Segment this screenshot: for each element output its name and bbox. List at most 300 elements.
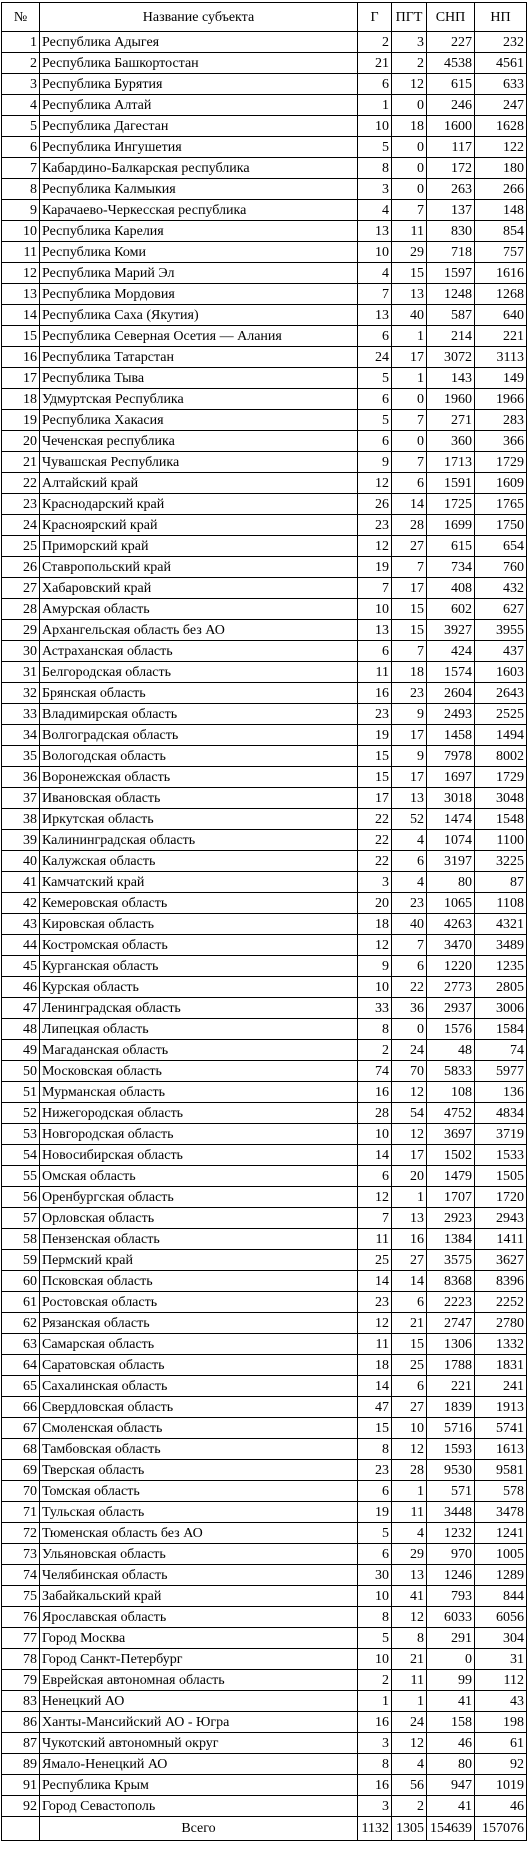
- cell-np: 5977: [475, 1061, 527, 1082]
- subject-name: Вологодская область: [40, 746, 358, 767]
- table-row: [2, 1502, 527, 1523]
- cell-snp: 2747: [427, 1313, 475, 1334]
- cell-pgt: 24: [392, 1712, 427, 1733]
- row-number: 65: [2, 1376, 40, 1397]
- subject-name: Брянская область: [40, 683, 358, 704]
- cell-pgt: 7: [392, 935, 427, 956]
- subject-name: Тульская область: [40, 1502, 358, 1523]
- cell-pgt: 16: [392, 1229, 427, 1250]
- cell-np: 2943: [475, 1208, 527, 1229]
- cell-g: 9: [358, 452, 392, 473]
- subject-name: Ленинградская область: [40, 998, 358, 1019]
- cell-g: 6: [358, 641, 392, 662]
- table-row: [2, 1481, 527, 1502]
- cell-np: 46: [475, 1796, 527, 1817]
- cell-snp: 1697: [427, 767, 475, 788]
- subject-name: Новгородская область: [40, 1124, 358, 1145]
- row-number: 29: [2, 620, 40, 641]
- subject-name: Самарская область: [40, 1334, 358, 1355]
- subject-name: Чукотский автономный округ: [40, 1733, 358, 1754]
- cell-pgt: 0: [392, 137, 427, 158]
- subject-name: Псковская область: [40, 1271, 358, 1292]
- cell-snp: 830: [427, 221, 475, 242]
- cell-snp: 1593: [427, 1439, 475, 1460]
- cell-np: 3006: [475, 998, 527, 1019]
- cell-pgt: 3: [392, 32, 427, 53]
- row-number: 62: [2, 1313, 40, 1334]
- cell-g: 15: [358, 767, 392, 788]
- cell-np: 241: [475, 1376, 527, 1397]
- subject-name: Ставропольский край: [40, 557, 358, 578]
- table-row: [2, 977, 527, 998]
- row-number: 45: [2, 956, 40, 977]
- cell-g: 19: [358, 1502, 392, 1523]
- table-row: [2, 1124, 527, 1145]
- table-row: [2, 347, 527, 368]
- cell-pgt: 12: [392, 1733, 427, 1754]
- row-number: 16: [2, 347, 40, 368]
- subject-name: Республика Татарстан: [40, 347, 358, 368]
- cell-pgt: 28: [392, 515, 427, 536]
- subject-name: Республика Алтай: [40, 95, 358, 116]
- cell-pgt: 25: [392, 1355, 427, 1376]
- cell-g: 16: [358, 1082, 392, 1103]
- cell-g: 7: [358, 578, 392, 599]
- table-row: [2, 1376, 527, 1397]
- row-number: 36: [2, 767, 40, 788]
- cell-np: 432: [475, 578, 527, 599]
- cell-pgt: 17: [392, 1145, 427, 1166]
- cell-pgt: 12: [392, 1082, 427, 1103]
- subject-name: Челябинская область: [40, 1565, 358, 1586]
- table-row: [2, 1040, 527, 1061]
- table-row: [2, 431, 527, 452]
- subject-name: Тюменская область без АО: [40, 1523, 358, 1544]
- cell-g: 22: [358, 851, 392, 872]
- subject-name: Республика Ингушетия: [40, 137, 358, 158]
- cell-np: 31: [475, 1649, 527, 1670]
- cell-pgt: 70: [392, 1061, 427, 1082]
- cell-snp: 246: [427, 95, 475, 116]
- cell-pgt: 6: [392, 956, 427, 977]
- cell-np: 1609: [475, 473, 527, 494]
- subject-name: Магаданская область: [40, 1040, 358, 1061]
- row-number: 78: [2, 1649, 40, 1670]
- cell-g: 10: [358, 599, 392, 620]
- cell-pgt: 2: [392, 1796, 427, 1817]
- table-row: [2, 221, 527, 242]
- subject-name: Удмуртская Республика: [40, 389, 358, 410]
- cell-g: 5: [358, 137, 392, 158]
- row-number: 17: [2, 368, 40, 389]
- cell-snp: 615: [427, 74, 475, 95]
- table-row: [2, 1355, 527, 1376]
- cell-g: 12: [358, 1313, 392, 1334]
- cell-pgt: 13: [392, 1565, 427, 1586]
- cell-snp: 1384: [427, 1229, 475, 1250]
- cell-np: 1720: [475, 1187, 527, 1208]
- cell-np: 3489: [475, 935, 527, 956]
- cell-pgt: 40: [392, 914, 427, 935]
- cell-snp: 1232: [427, 1523, 475, 1544]
- table-row: [2, 746, 527, 767]
- table-row: [2, 326, 527, 347]
- cell-np: 3225: [475, 851, 527, 872]
- cell-np: 74: [475, 1040, 527, 1061]
- table-row: [2, 179, 527, 200]
- cell-g: 7: [358, 284, 392, 305]
- row-number: 2: [2, 53, 40, 74]
- row-number: 30: [2, 641, 40, 662]
- cell-snp: 172: [427, 158, 475, 179]
- cell-g: 23: [358, 515, 392, 536]
- header-np: НП: [475, 3, 527, 32]
- row-number: 32: [2, 683, 40, 704]
- row-number: 26: [2, 557, 40, 578]
- row-number: 55: [2, 1166, 40, 1187]
- subject-name: Кабардино-Балкарская республика: [40, 158, 358, 179]
- cell-g: 10: [358, 242, 392, 263]
- cell-pgt: 21: [392, 1649, 427, 1670]
- cell-pgt: 24: [392, 1040, 427, 1061]
- subject-name: Пензенская область: [40, 1229, 358, 1250]
- subject-name: Калининградская область: [40, 830, 358, 851]
- cell-snp: 3697: [427, 1124, 475, 1145]
- row-number: 68: [2, 1439, 40, 1460]
- table-row: [2, 1460, 527, 1481]
- cell-g: 8: [358, 1607, 392, 1628]
- cell-snp: 1474: [427, 809, 475, 830]
- cell-pgt: 52: [392, 809, 427, 830]
- table-row: [2, 1586, 527, 1607]
- cell-g: 16: [358, 1775, 392, 1796]
- cell-g: 3: [358, 872, 392, 893]
- table-row: [2, 998, 527, 1019]
- cell-snp: 1248: [427, 284, 475, 305]
- cell-snp: 3072: [427, 347, 475, 368]
- table-row: [2, 578, 527, 599]
- cell-g: 26: [358, 494, 392, 515]
- subject-name: Амурская область: [40, 599, 358, 620]
- cell-np: 1108: [475, 893, 527, 914]
- table-row: [2, 368, 527, 389]
- cell-g: 1: [358, 95, 392, 116]
- cell-snp: 1306: [427, 1334, 475, 1355]
- subject-name: Ростовская область: [40, 1292, 358, 1313]
- cell-g: 2: [358, 1040, 392, 1061]
- cell-pgt: 7: [392, 200, 427, 221]
- cell-np: 1411: [475, 1229, 527, 1250]
- table-row: [2, 662, 527, 683]
- cell-g: 3: [358, 1796, 392, 1817]
- cell-pgt: 54: [392, 1103, 427, 1124]
- table-row: [2, 1103, 527, 1124]
- header-pgt: ПГТ: [392, 3, 427, 32]
- cell-pgt: 12: [392, 1124, 427, 1145]
- table-row: [2, 767, 527, 788]
- row-number: 23: [2, 494, 40, 515]
- cell-snp: 1458: [427, 725, 475, 746]
- cell-pgt: 7: [392, 641, 427, 662]
- cell-snp: 793: [427, 1586, 475, 1607]
- cell-np: 1019: [475, 1775, 527, 1796]
- row-number: 19: [2, 410, 40, 431]
- cell-np: 92: [475, 1754, 527, 1775]
- row-number: 87: [2, 1733, 40, 1754]
- cell-snp: 408: [427, 578, 475, 599]
- cell-g: 21: [358, 53, 392, 74]
- table-row: [2, 1544, 527, 1565]
- table-body: [2, 32, 527, 1817]
- row-number: 49: [2, 1040, 40, 1061]
- cell-np: 149: [475, 368, 527, 389]
- cell-pgt: 1: [392, 1187, 427, 1208]
- row-number: 67: [2, 1418, 40, 1439]
- table-row: [2, 830, 527, 851]
- cell-snp: 4538: [427, 53, 475, 74]
- cell-snp: 1707: [427, 1187, 475, 1208]
- cell-g: 4: [358, 200, 392, 221]
- row-number: 50: [2, 1061, 40, 1082]
- table-row: [2, 305, 527, 326]
- table-row: [2, 1754, 527, 1775]
- cell-g: 12: [358, 1187, 392, 1208]
- total-pgt: 1305: [392, 1817, 427, 1841]
- cell-np: 640: [475, 305, 527, 326]
- table-row: [2, 1208, 527, 1229]
- cell-g: 11: [358, 662, 392, 683]
- cell-np: 437: [475, 641, 527, 662]
- subject-name: Республика Мордовия: [40, 284, 358, 305]
- cell-np: 221: [475, 326, 527, 347]
- subject-name: Республика Бурятия: [40, 74, 358, 95]
- subject-name: Ненецкий АО: [40, 1691, 358, 1712]
- table-row: [2, 1796, 527, 1817]
- cell-g: 28: [358, 1103, 392, 1124]
- cell-np: 2252: [475, 1292, 527, 1313]
- row-number: 60: [2, 1271, 40, 1292]
- cell-pgt: 28: [392, 1460, 427, 1481]
- cell-g: 16: [358, 1712, 392, 1733]
- cell-pgt: 1: [392, 368, 427, 389]
- cell-pgt: 27: [392, 1250, 427, 1271]
- cell-np: 1005: [475, 1544, 527, 1565]
- subject-name: Ярославская область: [40, 1607, 358, 1628]
- cell-np: 627: [475, 599, 527, 620]
- row-number: 12: [2, 263, 40, 284]
- cell-np: 3627: [475, 1250, 527, 1271]
- subject-name: Республика Калмыкия: [40, 179, 358, 200]
- cell-pgt: 7: [392, 557, 427, 578]
- cell-pgt: 17: [392, 725, 427, 746]
- row-number: 86: [2, 1712, 40, 1733]
- row-number: 33: [2, 704, 40, 725]
- cell-np: 5741: [475, 1418, 527, 1439]
- subject-name: Республика Марий Эл: [40, 263, 358, 284]
- subject-name: Город Санкт-Петербург: [40, 1649, 358, 1670]
- cell-pgt: 7: [392, 410, 427, 431]
- cell-g: 17: [358, 788, 392, 809]
- cell-np: 1332: [475, 1334, 527, 1355]
- cell-pgt: 27: [392, 1397, 427, 1418]
- subject-name: Забайкальский край: [40, 1586, 358, 1607]
- cell-pgt: 23: [392, 683, 427, 704]
- cell-np: 3719: [475, 1124, 527, 1145]
- cell-g: 16: [358, 683, 392, 704]
- cell-snp: 80: [427, 872, 475, 893]
- row-number: 27: [2, 578, 40, 599]
- row-number: 44: [2, 935, 40, 956]
- cell-snp: 3927: [427, 620, 475, 641]
- cell-snp: 143: [427, 368, 475, 389]
- subject-name: Республика Крым: [40, 1775, 358, 1796]
- cell-g: 5: [358, 368, 392, 389]
- cell-snp: 9530: [427, 1460, 475, 1481]
- cell-snp: 587: [427, 305, 475, 326]
- row-number: 63: [2, 1334, 40, 1355]
- row-number: 54: [2, 1145, 40, 1166]
- cell-g: 12: [358, 935, 392, 956]
- cell-np: 8396: [475, 1271, 527, 1292]
- cell-pgt: 4: [392, 830, 427, 851]
- cell-snp: 46: [427, 1733, 475, 1754]
- table-row: [2, 1439, 527, 1460]
- cell-np: 4834: [475, 1103, 527, 1124]
- cell-g: 2: [358, 32, 392, 53]
- subject-name: Город Москва: [40, 1628, 358, 1649]
- cell-g: 6: [358, 1481, 392, 1502]
- cell-g: 10: [358, 1124, 392, 1145]
- table-row: [2, 725, 527, 746]
- table-row: [2, 1565, 527, 1586]
- row-number: 64: [2, 1355, 40, 1376]
- table-row: [2, 1418, 527, 1439]
- subject-name: Сахалинская область: [40, 1376, 358, 1397]
- total-number-cell: [2, 1817, 40, 1841]
- cell-np: 148: [475, 200, 527, 221]
- cell-pgt: 29: [392, 242, 427, 263]
- cell-snp: 1788: [427, 1355, 475, 1376]
- table-row: [2, 1082, 527, 1103]
- table-row: [2, 788, 527, 809]
- cell-g: 6: [358, 431, 392, 452]
- table-row: [2, 515, 527, 536]
- row-number: 39: [2, 830, 40, 851]
- row-number: 9: [2, 200, 40, 221]
- table-row: [2, 683, 527, 704]
- cell-snp: 1074: [427, 830, 475, 851]
- table-row: [2, 1691, 527, 1712]
- row-number: 13: [2, 284, 40, 305]
- subject-name: Астраханская область: [40, 641, 358, 662]
- subject-name: Кировская область: [40, 914, 358, 935]
- subject-name: Чувашская Республика: [40, 452, 358, 473]
- cell-g: 14: [358, 1271, 392, 1292]
- cell-g: 12: [358, 536, 392, 557]
- cell-snp: 1479: [427, 1166, 475, 1187]
- row-number: 20: [2, 431, 40, 452]
- subject-name: Рязанская область: [40, 1313, 358, 1334]
- cell-snp: 227: [427, 32, 475, 53]
- cell-g: 14: [358, 1376, 392, 1397]
- table-row: [2, 1670, 527, 1691]
- cell-snp: 424: [427, 641, 475, 662]
- cell-pgt: 40: [392, 305, 427, 326]
- cell-pgt: 2: [392, 53, 427, 74]
- subject-name: Липецкая область: [40, 1019, 358, 1040]
- cell-pgt: 12: [392, 1607, 427, 1628]
- cell-pgt: 6: [392, 1376, 427, 1397]
- cell-np: 266: [475, 179, 527, 200]
- table-row: [2, 410, 527, 431]
- total-label: Всего: [40, 1817, 358, 1841]
- cell-g: 12: [358, 473, 392, 494]
- cell-np: 366: [475, 431, 527, 452]
- cell-pgt: 18: [392, 662, 427, 683]
- cell-np: 136: [475, 1082, 527, 1103]
- cell-pgt: 11: [392, 1502, 427, 1523]
- cell-g: 24: [358, 347, 392, 368]
- cell-np: 4561: [475, 53, 527, 74]
- subject-name: Курганская область: [40, 956, 358, 977]
- cell-g: 11: [358, 1334, 392, 1355]
- subject-name: Новосибирская область: [40, 1145, 358, 1166]
- row-number: 71: [2, 1502, 40, 1523]
- subject-name: Владимирская область: [40, 704, 358, 725]
- table-row: [2, 200, 527, 221]
- subject-name: Республика Хакасия: [40, 410, 358, 431]
- table-row: [2, 536, 527, 557]
- cell-snp: 0: [427, 1649, 475, 1670]
- table-row: [2, 284, 527, 305]
- cell-np: 1913: [475, 1397, 527, 1418]
- header-row: [2, 3, 527, 32]
- cell-snp: 360: [427, 431, 475, 452]
- cell-g: 8: [358, 1019, 392, 1040]
- cell-snp: 1960: [427, 389, 475, 410]
- table-row: [2, 263, 527, 284]
- cell-np: 180: [475, 158, 527, 179]
- cell-snp: 615: [427, 536, 475, 557]
- row-number: 59: [2, 1250, 40, 1271]
- subject-name: Камчатский край: [40, 872, 358, 893]
- cell-snp: 263: [427, 179, 475, 200]
- table-row: [2, 1061, 527, 1082]
- cell-g: 13: [358, 305, 392, 326]
- cell-snp: 2923: [427, 1208, 475, 1229]
- table-row: [2, 956, 527, 977]
- cell-pgt: 22: [392, 977, 427, 998]
- cell-pgt: 9: [392, 704, 427, 725]
- cell-snp: 99: [427, 1670, 475, 1691]
- header-subject-name: Название субъекта: [40, 3, 358, 32]
- table-row: [2, 452, 527, 473]
- cell-g: 4: [358, 263, 392, 284]
- cell-np: 1548: [475, 809, 527, 830]
- cell-g: 22: [358, 809, 392, 830]
- subject-name: Орловская область: [40, 1208, 358, 1229]
- cell-g: 5: [358, 1523, 392, 1544]
- table-row: [2, 1523, 527, 1544]
- subject-name: Иркутская область: [40, 809, 358, 830]
- cell-pgt: 36: [392, 998, 427, 1019]
- subject-name: Республика Дагестан: [40, 116, 358, 137]
- cell-np: 1533: [475, 1145, 527, 1166]
- subject-name: Тверская область: [40, 1460, 358, 1481]
- cell-g: 25: [358, 1250, 392, 1271]
- cell-g: 74: [358, 1061, 392, 1082]
- table-row: [2, 1649, 527, 1670]
